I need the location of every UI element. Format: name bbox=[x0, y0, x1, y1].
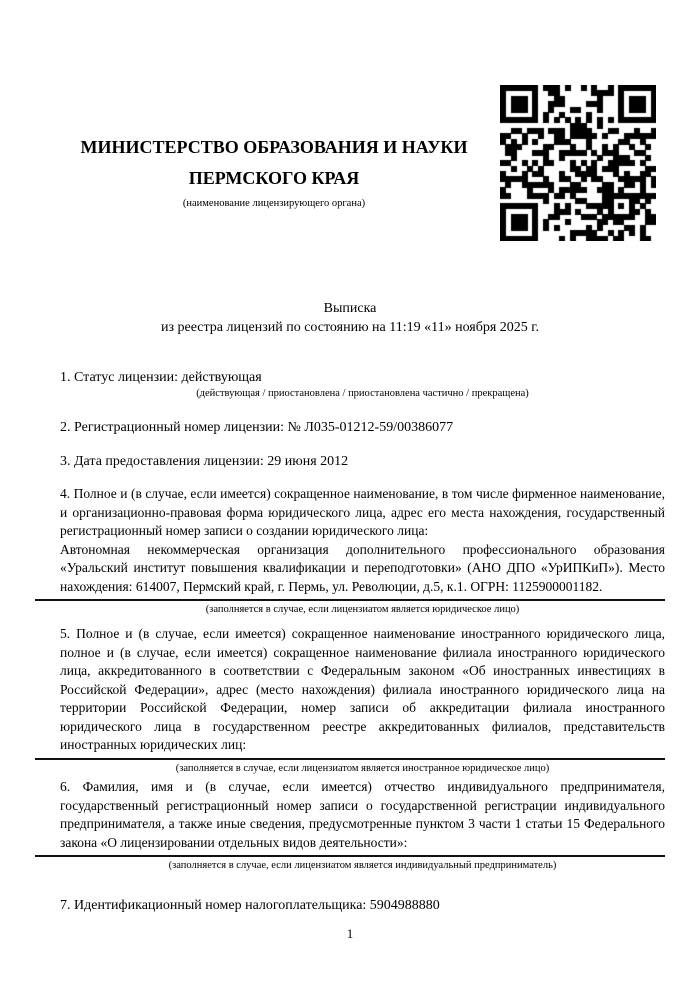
authority-name-line2: ПЕРМСКОГО КРАЯ bbox=[188, 168, 360, 188]
authority-caption: (наименование лицензирующего органа) bbox=[182, 198, 366, 209]
document-title: Выписка bbox=[323, 301, 377, 316]
document-subtitle: из реестра лицензий по состоянию на 11:19 «11» ноября 2025 г. bbox=[161, 320, 539, 335]
licensing-authority-header bbox=[44, 132, 504, 211]
item-registration-number bbox=[60, 418, 665, 437]
fill-line bbox=[35, 599, 665, 601]
fill-line bbox=[35, 758, 665, 760]
item-foreign-entity bbox=[60, 625, 665, 775]
legal-entity-value: Автономная некоммерческая организация дополнительного профессионального образования «Уральский институт повышения квалификации и переподготовки» (АНО ДПО «УрИПКиП»). Место нахождения: 614007, Пермский край, г. Пермь, ул. Революции, д.5, к.1. ОГРН: 1125900001182. bbox=[60, 541, 665, 594]
item-license-status bbox=[60, 368, 665, 400]
item-taxpayer-number bbox=[60, 896, 665, 915]
individual-entrepreneur-caption: (заполняется в случае, если лицензиатом является индивидуальный предприниматель) bbox=[168, 860, 557, 871]
legal-entity-text: 4. Полное и (в случае, если имеется) сокращенное наименование, в том числе фирменное наименование, и организационно-правовая форма юридического лица, адрес его места нахождения, государственный регистрационный номер записи о создании юридического лица: bbox=[60, 486, 665, 538]
foreign-entity-text: 5. Полное и (в случае, если имеется) сокращенное наименование иностранного юридического лица, полное и (в случае, если имеется) сокращенное наименование филиала иностранного юридического лица, аккредитованного в соответствии с Федеральным законом «Об иностранных инвестициях в Российской Федерации», адрес (место нахождения) филиала иностранного юридического лица на территории Российской Федерации, номер записи об аккредитации филиала иностранного юридического лица в государственном реестре аккредитованных филиалов, представительств иностранных юридических лиц: bbox=[60, 626, 665, 752]
item-legal-entity bbox=[60, 485, 665, 616]
document-title-block bbox=[0, 299, 700, 337]
page-number: 1 bbox=[346, 926, 354, 941]
foreign-entity-caption: (заполняется в случае, если лицензиатом является иностранное юридическое лицо) bbox=[175, 762, 550, 774]
license-status-text: 1. Статус лицензии: действующая bbox=[60, 370, 262, 385]
fill-line bbox=[35, 855, 665, 857]
individual-entrepreneur-text: 6. Фамилия, имя и (в случае, если имеется) отчество индивидуального предпринимателя, государственный регистрационный номер записи о государственной регистрации индивидуального предпринимателя, а также иные сведения, предусмотренные пунктом 3 части 1 статьи 15 Федерального закона «О лицензировании отдельных видов деятельности»: bbox=[60, 779, 665, 850]
qr-code bbox=[500, 85, 656, 241]
taxpayer-number-text: 7. Идентификационный номер налогоплательщика: 5904988880 bbox=[60, 898, 440, 913]
item-individual-entrepreneur bbox=[60, 778, 665, 872]
license-status-caption: (действующая / приостановлена / приостановлена частично / прекращена) bbox=[196, 388, 529, 399]
registration-number-text: 2. Регистрационный номер лицензии: № Л035-01212-59/00386077 bbox=[60, 420, 454, 435]
grant-date-text: 3. Дата предоставления лицензии: 29 июня 2012 bbox=[60, 454, 349, 469]
legal-entity-caption: (заполняется в случае, если лицензиатом является юридическое лицо) bbox=[205, 604, 520, 615]
item-grant-date bbox=[60, 452, 665, 471]
authority-name-line1: МИНИСТЕРСТВО ОБРАЗОВАНИЯ И НАУКИ bbox=[80, 137, 468, 157]
